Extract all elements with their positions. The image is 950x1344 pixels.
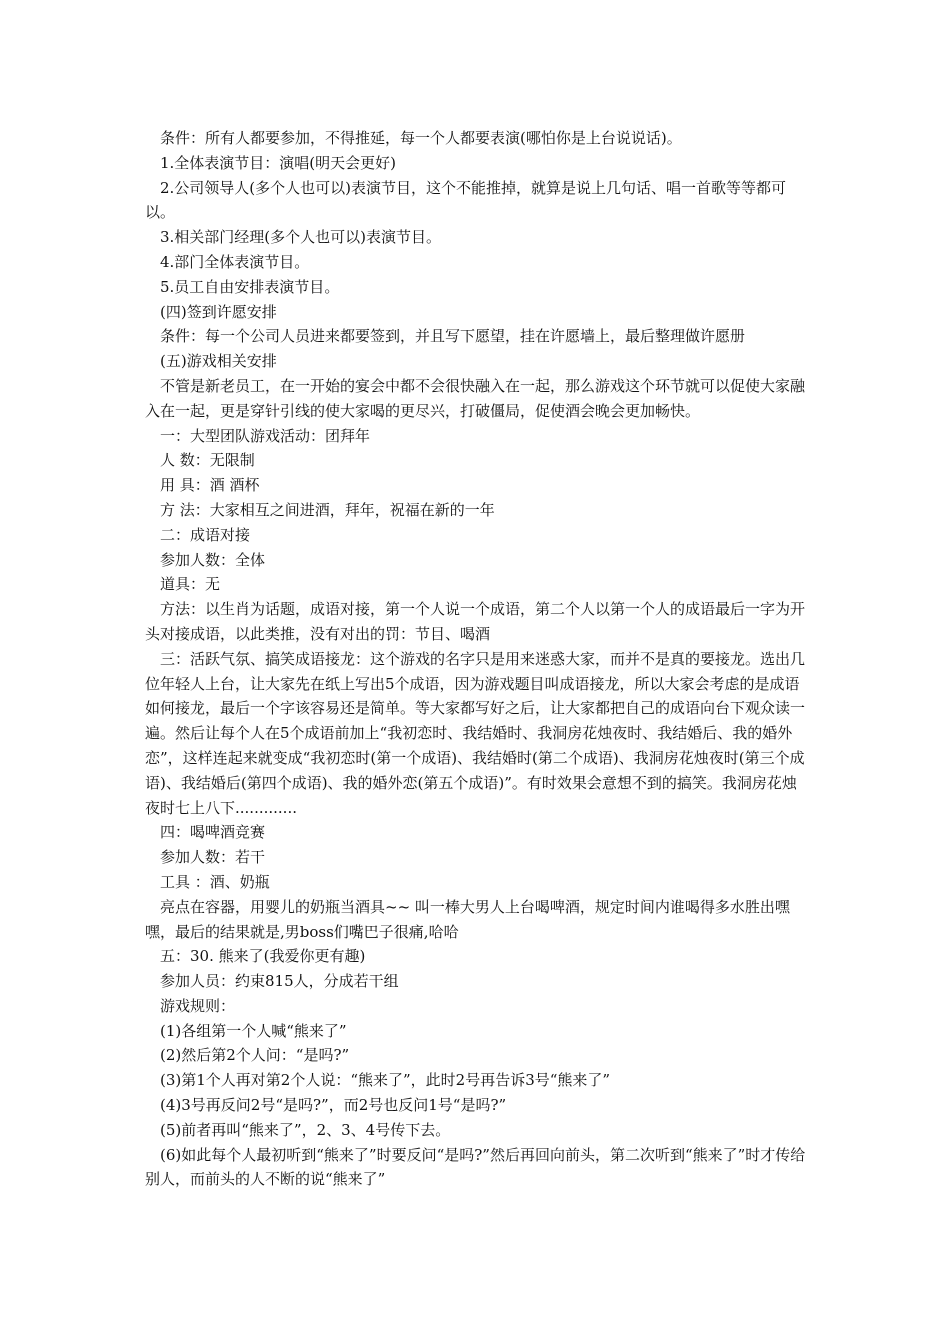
paragraph: 5.员工自由安排表演节目。	[160, 277, 340, 296]
paragraph: 条件：每一个公司人员进来都要签到，并且写下愿望，挂在许愿墙上，最后整理做许愿册	[160, 327, 746, 346]
paragraph: 方 法：大家相互之间进酒，拜年，祝福在新的一年	[160, 500, 495, 519]
paragraph: 1.全体表演节目：演唱(明天会更好)	[160, 153, 397, 172]
paragraph: 2.公司领导人(多个人也可以)表演节目，这个不能推掉，就算是说上几句话、唱一首歌等等都可以。	[145, 178, 787, 222]
paragraph: 4.部门全体表演节目。	[160, 252, 310, 271]
game-heading: 五：30. 熊来了(我爱你更有趣)	[160, 947, 366, 966]
paragraph: 道具：无	[160, 575, 221, 594]
paragraph: 用 具：酒 酒杯	[160, 476, 260, 495]
rule-item: (5)前者再叫“熊来了”，2、3、4号传下去。	[160, 1120, 451, 1139]
section-heading: (五)游戏相关安排	[160, 352, 277, 371]
paragraph: 参加人数：全体	[160, 550, 266, 569]
game-heading: 四：喝啤酒竞赛	[160, 823, 266, 842]
game-heading: 二：成语对接	[160, 525, 251, 544]
paragraph: 参加人员：约束815人，分成若干组	[160, 972, 399, 991]
paragraph: 三：活跃气氛、搞笑成语接龙：这个游戏的名字只是用来迷惑大家，而并不是真的要接龙。选出几位年轻人上台，让大家先在纸上写出5个成语，因为游戏题目叫成语接龙，所以大家会考虑的是成语如何接龙，最后一个字该容易还是简单。等大家都写好之后，让大家都把自己的成语向台下观众读一遍。然后让每个人在5个成语前加上“我初恋时、我结婚时、我洞房花烛夜时、我结婚后、我的婚外恋”，这样连起来就变成“我初恋时(第一个成语)、我结婚时(第二个成语)、我洞房花烛夜时(第三个成语)、我结婚后(第四个成语)、我的婚外恋(第五个成语)”。有时效果会意想不到的搞笑。我洞房花烛夜时七上八下.............	[145, 649, 806, 817]
game-heading: 一：大型团队游戏活动：团拜年	[160, 426, 371, 445]
rule-item: (3)第1个人再对第2个人说：“熊来了”，此时2号再告诉3号“熊来了”	[160, 1071, 611, 1090]
paragraph: 游戏规则：	[160, 996, 236, 1015]
paragraph: 参加人数：若干	[160, 848, 266, 867]
paragraph: 人 数：无限制	[160, 451, 255, 470]
rule-item: (2)然后第2个人问：“是吗?”	[160, 1046, 350, 1065]
paragraph: 不管是新老员工，在一开始的宴会中都不会很快融入在一起，那么游戏这个环节就可以促使大家融入在一起，更是穿针引线的使大家喝的更尽兴，打破僵局，促使酒会晚会更加畅快。	[145, 376, 806, 420]
paragraph: 3.相关部门经理(多个人也可以)表演节目。	[160, 228, 442, 247]
rule-item: (1)各组第一个人喊“熊来了”	[160, 1021, 347, 1040]
rule-item: (4)3号再反问2号“是吗?”，而2号也反问1号“是吗?”	[160, 1096, 507, 1115]
rule-item: (6)如此每个人最初听到“熊来了”时要反问“是吗?”然后再回向前头，第二次听到“熊来了”时才传给别人，而前头的人不断的说“熊来了”	[145, 1145, 806, 1189]
paragraph: 条件：所有人都要参加，不得推延，每一个人都要表演(哪怕你是上台说说话)。	[160, 129, 682, 147]
paragraph: 方法：以生肖为话题，成语对接，第一个人说一个成语，第二个人以第一个人的成语最后一字为开头对接成语，以此类推，没有对出的罚：节目、喝酒	[145, 600, 806, 643]
paragraph: 亮点在容器，用婴儿的奶瓶当酒具~~ 叫一棒大男人上台喝啤酒，规定时间内谁喝得多水胜出嘿嘿，最后的结果就是,男boss们嘴巴子很痛,哈哈	[145, 897, 790, 941]
paragraph: 工具 ：酒、奶瓶	[160, 872, 270, 891]
section-heading: (四)签到许愿安排	[160, 302, 277, 321]
